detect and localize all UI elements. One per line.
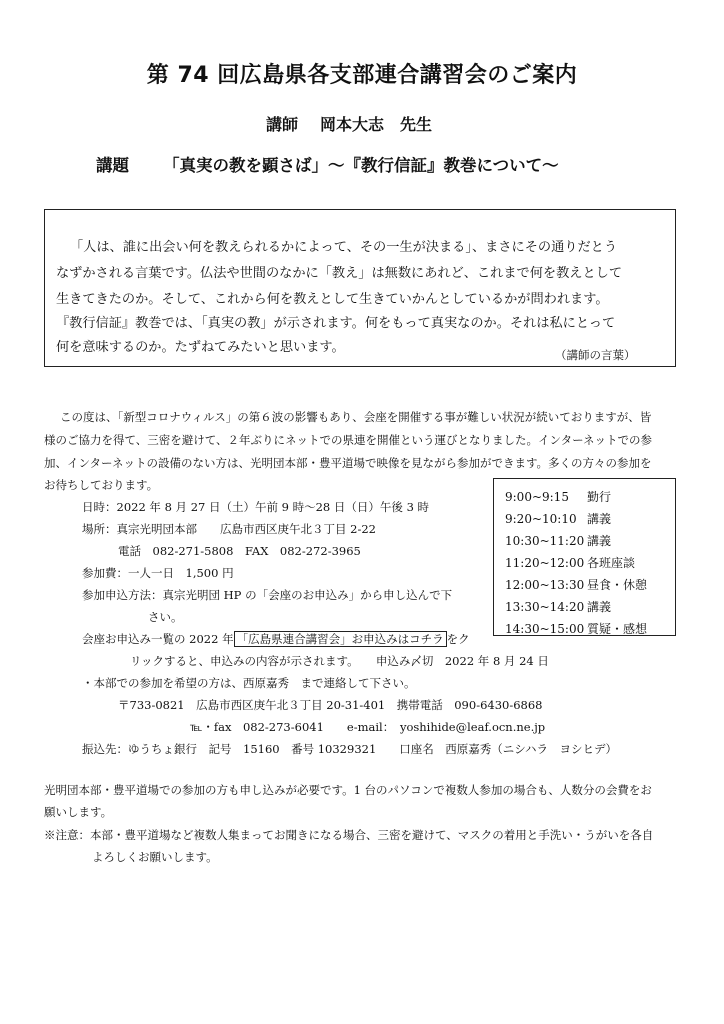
quote-line: 『教行信証』教巻では、「真実の教」が示されます。何をもって真実なのか。それは私にとって	[56, 316, 616, 331]
apply-deadline: リックすると、申込みの内容が示されます。 申込み〆切 2022 年 8 月 24 日	[130, 654, 549, 668]
schedule-time: 9:00~9:15	[505, 490, 569, 504]
schedule-row	[505, 554, 635, 571]
quote-line: なずかされる言葉です。仏法や世間のなかに「教え」は無数にあれど、これまで何を教えとして	[56, 266, 623, 281]
contact-tel-email: ℡・fax 082-273-6041 e-mail： yoshihide@leaf.ocn.ne.jp	[190, 720, 546, 734]
event-place: 場所：真宗光明団本部 広島市西区庚午北３丁目 2-22	[82, 522, 376, 536]
schedule-row	[505, 598, 611, 615]
schedule-event: 講義	[587, 512, 612, 526]
topic-label: 講題	[96, 156, 129, 175]
intro-line: この度は、「新型コロナウィルス」の第６波の影響もあり、会座を開催する事が難しい状況が続いておりますが、皆	[60, 410, 652, 424]
apply-method: 参加申込方法：真宗光明団 HP の「会座のお申込み」から申し込んで下	[82, 588, 453, 602]
schedule-time: 9:20~10:10	[505, 512, 577, 526]
quote-line: 「人は、誰に出会い何を教えられるかによって、その一生が決まる」、まさにその通りだとう	[70, 240, 618, 255]
schedule-time: 13:30~14:20	[505, 600, 585, 614]
apply-list-text-post: をク	[446, 632, 470, 646]
caution-line-cont: よろしくお願いします。	[92, 850, 218, 864]
footer-line: 光明団本部・豊平道場での参加の方も申し込みが必要です。1 台のパソコンで複数人参加の場合も、人数分の会費をお	[44, 783, 652, 797]
event-date: 日時：2022 年 8 月 27 日（土）午前 9 時～28 日（日）午後 3 時	[82, 500, 430, 514]
schedule-row	[505, 576, 647, 593]
apply-method-cont: さい。	[148, 610, 183, 624]
intro-line: 様のご協力を得て、三密を避けて、２年ぶりにネットでの県連を開催という運びとなりました。インターネットでの参	[44, 433, 652, 447]
schedule-row	[505, 532, 611, 549]
caution-line: ※注意：本部・豊平道場など複数人集まってお聞きになる場合、三密を避けて、マスクの着用と手洗い・うがいを各自	[44, 828, 654, 842]
contact-phone: 電話 082-271-5808 FAX 082-272-3965	[118, 544, 361, 558]
schedule-time: 12:00~13:30	[505, 578, 585, 592]
schedule-event: 講義	[587, 600, 612, 614]
schedule-event: 各班座談	[587, 556, 636, 570]
honbu-note: ・本部での参加を希望の方は、西原嘉秀 まで連絡して下さい。	[82, 676, 416, 690]
apply-link[interactable]: 「広島県連合講習会」お申込みはコチラ	[234, 631, 447, 647]
schedule-row	[505, 620, 647, 637]
schedule-time: 11:20~12:00	[505, 556, 585, 570]
schedule-event: 質疑・感想	[587, 622, 648, 636]
schedule-event: 講義	[587, 534, 612, 548]
topic-text: 「真実の教を顕さば」～『教行信証』教巻について～	[163, 156, 559, 175]
schedule-row	[505, 488, 611, 505]
intro-line: お待ちしております。	[44, 478, 159, 492]
intro-line: 加、インターネットの設備のない方は、光明団本部・豊平道場で映像を見ながら参加ができます。多くの方々の参加を	[44, 456, 652, 470]
schedule-time: 14:30~15:00	[505, 622, 585, 636]
schedule-event: 勤行	[587, 490, 612, 504]
lecturer-label: 講師	[266, 115, 299, 134]
quote-line: 何を意味するのか。たずねてみたいと思います。	[56, 340, 345, 355]
contact-address: 〒733-0821 広島市西区庚午北３丁目 20-31-401 携帯電話 090-6430-6868	[118, 698, 543, 712]
lecturer	[266, 112, 432, 135]
page-title: 第 74 回広島県各支部連合講習会のご案内	[146, 63, 578, 88]
apply-list-line	[82, 631, 470, 647]
bank-transfer: 振込先：ゆうちょ銀行 記号 15160 番号 10329321 口座名 西原嘉秀（ニシハラ ヨシヒデ）	[82, 742, 617, 756]
schedule-row	[505, 510, 611, 527]
schedule-event: 昼食・休憩	[587, 578, 648, 592]
event-fee: 参加費：一人一日 1,500 円	[82, 566, 234, 580]
quote-line: 生きてきたのか。そして、これから何を教えとして生きていかんとしているかが問われます。	[56, 292, 609, 307]
lecture-topic	[96, 152, 559, 176]
apply-list-text: 会座お申込み一覧の 2022 年	[82, 632, 234, 646]
footer-line: 願いします。	[44, 805, 113, 819]
lecturer-name: 岡本大志 先生	[320, 115, 433, 134]
quote-attribution: （講師の言葉）	[555, 348, 636, 362]
schedule-time: 10:30~11:20	[505, 534, 585, 548]
